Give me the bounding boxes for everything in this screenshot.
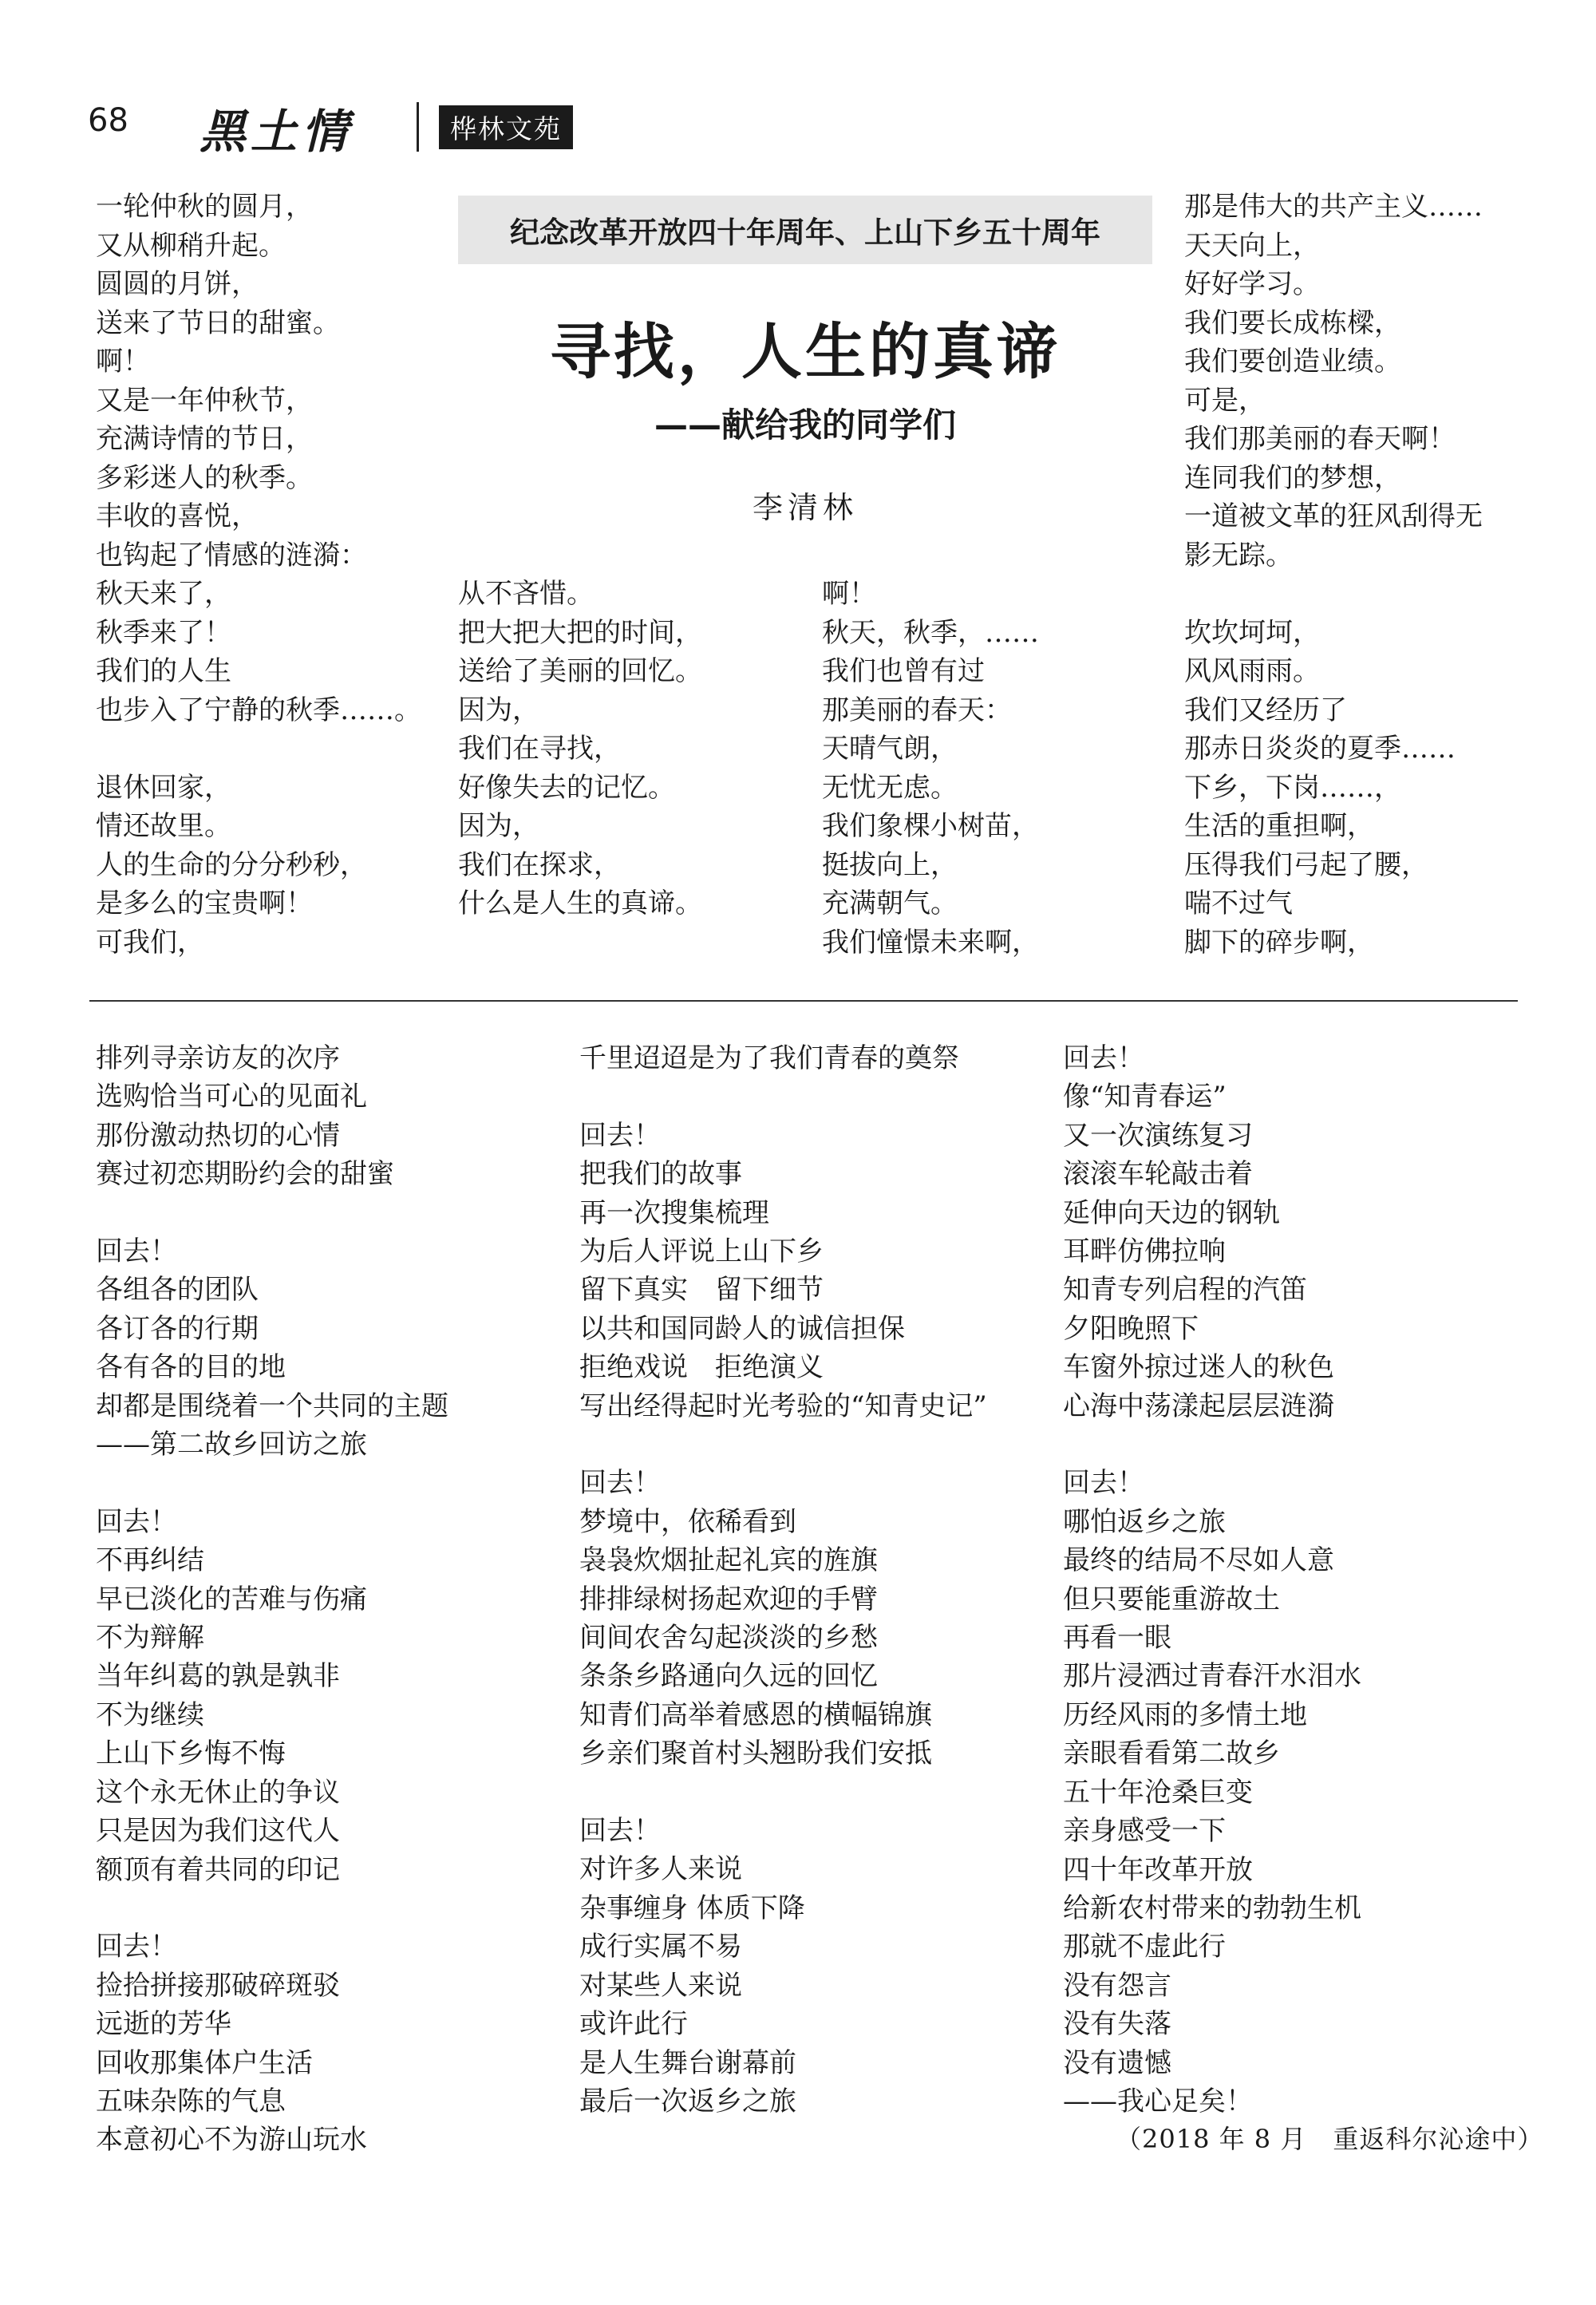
poem-line: 耳畔仿佛拉响 bbox=[1063, 1236, 1226, 1268]
poem-line: 写出经得起时光考验的“知青史记” bbox=[579, 1390, 987, 1422]
poem-line: 把我们的故事 bbox=[579, 1158, 742, 1191]
poem-line: 心海中荡漾起层层涟漪 bbox=[1063, 1390, 1334, 1422]
poem-line: 亲眼看看第二故乡 bbox=[1063, 1738, 1280, 1770]
poem-column-3 bbox=[822, 575, 1039, 962]
poem-line: 哪怕返乡之旅 bbox=[1063, 1505, 1226, 1538]
poem-column-2 bbox=[458, 575, 702, 923]
header-divider bbox=[417, 102, 419, 152]
poem-line: 我们在探求， bbox=[458, 848, 621, 881]
poem-line: 拒绝戏说 拒绝演义 bbox=[579, 1351, 824, 1384]
poem-bottom-column-3 bbox=[1063, 1039, 1361, 2121]
poem-line: 啊！ bbox=[822, 578, 876, 610]
poem-line bbox=[1184, 575, 1483, 614]
poem-line: 又是一年仲秋节， bbox=[96, 384, 313, 417]
poem-line: 又一次演练复习 bbox=[1063, 1119, 1253, 1152]
poem-line: 那就不虚此行 bbox=[1063, 1931, 1226, 1963]
poem-line: 那份激动热切的心情 bbox=[96, 1119, 340, 1152]
poem-line: 延伸向天边的钢轨 bbox=[1063, 1196, 1280, 1229]
poem-line: 啊！ bbox=[96, 346, 150, 378]
poem-line: 梦境中，依稀看到 bbox=[579, 1505, 796, 1538]
poem-line: 回去！ bbox=[1063, 1467, 1144, 1500]
poem-line: 不再纠结 bbox=[96, 1544, 204, 1577]
poem-line: 好好学习。 bbox=[1184, 268, 1320, 300]
poem-line: 最后一次返乡之旅 bbox=[579, 2085, 796, 2117]
poem-line: 本意初心不为游山玩水 bbox=[96, 2124, 367, 2157]
poem-line: 送来了节日的甜蜜。 bbox=[96, 306, 340, 339]
poem-column-1 bbox=[96, 188, 421, 962]
poem-line: 挺拔向上， bbox=[822, 848, 958, 881]
theme-text: 纪念改革开放四十年周年、上山下乡五十周年 bbox=[510, 215, 1100, 250]
poem-line: 回去！ bbox=[96, 1236, 177, 1268]
poem-line: 坎坎坷坷， bbox=[1184, 616, 1320, 649]
poem-line: 是人生舞台谢幕前 bbox=[579, 2046, 796, 2079]
poem-line: 喘不过气 bbox=[1184, 888, 1293, 919]
poem-line: 远逝的芳华 bbox=[96, 2008, 231, 2041]
article-subtitle: ——献给我的同学们 bbox=[654, 405, 956, 445]
poem-column-4 bbox=[1184, 188, 1483, 962]
poem-line: 各组各的团队 bbox=[96, 1274, 259, 1307]
poem-line: 但只要能重游故土 bbox=[1063, 1583, 1280, 1615]
poem-line: 再看一眼 bbox=[1063, 1622, 1171, 1655]
poem-line: 历经风雨的多情土地 bbox=[1063, 1698, 1307, 1731]
poem-line: 袅袅炊烟扯起礼宾的旌旗 bbox=[579, 1544, 878, 1577]
poem-line bbox=[579, 1773, 987, 1812]
page-number: 68 bbox=[88, 102, 128, 139]
poem-line: 乡亲们聚首村头翘盼我们安抵 bbox=[579, 1738, 932, 1770]
poem-line: ——我心足矣！ bbox=[1063, 2085, 1253, 2117]
article-author: 李清林 bbox=[752, 490, 858, 525]
poem-line: 回去！ bbox=[579, 1467, 661, 1500]
poem-line: 车窗外掠过迷人的秋色 bbox=[1063, 1351, 1334, 1384]
poem-line: ——第二故乡回访之旅 bbox=[96, 1429, 367, 1461]
poem-line: 排排绿树扬起欢迎的手臂 bbox=[579, 1583, 878, 1615]
poem-line: 我们在寻找， bbox=[458, 733, 621, 765]
poem-line: 回去！ bbox=[96, 1931, 177, 1963]
poem-line bbox=[96, 1889, 448, 1927]
poem-line: 留下真实 留下细节 bbox=[579, 1274, 824, 1307]
poem-line: 那是伟大的共产主义…… bbox=[1184, 191, 1483, 223]
poem-line: 脚下的碎步啊， bbox=[1184, 926, 1374, 959]
poem-line: 上山下乡悔不悔 bbox=[96, 1738, 286, 1770]
poem-line: 再一次搜集梳理 bbox=[579, 1196, 769, 1229]
poem-line: 为后人评说上山下乡 bbox=[579, 1236, 824, 1268]
poem-line: 不为继续 bbox=[96, 1698, 204, 1731]
poem-line: 我们又经历了 bbox=[1184, 694, 1347, 726]
poem-line: 这个永无休止的争议 bbox=[96, 1776, 340, 1809]
poem-line: 充满诗情的节日， bbox=[96, 423, 313, 455]
column-name-badge: 桦林文苑 bbox=[439, 105, 573, 149]
poem-line: 或许此行 bbox=[579, 2008, 688, 2041]
poem-line bbox=[96, 729, 421, 769]
poem-line: 回去！ bbox=[579, 1815, 661, 1848]
poem-line: 回收那集体户生活 bbox=[96, 2046, 313, 2079]
poem-line: 排列寻亲访友的次序 bbox=[96, 1042, 340, 1074]
poem-line: 四十年改革开放 bbox=[1063, 1853, 1253, 1886]
poem-line: 天晴气朗， bbox=[822, 733, 958, 765]
poem-line: 选购恰当可心的见面礼 bbox=[96, 1081, 367, 1113]
poem-line: 早已淡化的苦难与伤痛 bbox=[96, 1583, 367, 1615]
poem-line: 人的生命的分分秒秒， bbox=[96, 848, 367, 881]
poem-line: 情还故里。 bbox=[96, 810, 231, 842]
poem-line: 条条乡路通向久远的回忆 bbox=[579, 1660, 878, 1693]
poem-line: 以共和国同龄人的诚信担保 bbox=[579, 1312, 905, 1345]
poem-bottom-column-1 bbox=[96, 1039, 448, 2160]
poem-line: 五十年沧桑巨变 bbox=[1063, 1776, 1253, 1809]
poem-line: 是多么的宝贵啊！ bbox=[96, 888, 313, 919]
poem-line: 也步入了宁静的秋季……。 bbox=[96, 694, 421, 726]
poem-line: 不为辩解 bbox=[96, 1622, 204, 1655]
poem-line: 我们那美丽的春天啊！ bbox=[1184, 423, 1456, 455]
poem-line: 那片浸洒过青春汗水泪水 bbox=[1063, 1660, 1361, 1693]
poem-line: 没有遗憾 bbox=[1063, 2046, 1171, 2079]
poem-line: 可我们， bbox=[96, 926, 204, 959]
poem-line: 各有各的目的地 bbox=[96, 1351, 286, 1384]
poem-line: 我们要创造业绩。 bbox=[1184, 346, 1401, 378]
poem-line: 我们的人生 bbox=[96, 655, 231, 687]
theme-banner bbox=[458, 196, 1152, 264]
poem-line: 五味杂陈的气息 bbox=[96, 2085, 286, 2117]
poem-line: 滚滚车轮敲击着 bbox=[1063, 1158, 1253, 1191]
poem-line: 秋天，秋季，…… bbox=[822, 616, 1039, 649]
poem-line: 好像失去的记忆。 bbox=[458, 771, 675, 804]
poem-line bbox=[579, 1077, 987, 1116]
poem-line: 成行实属不易 bbox=[579, 1931, 742, 1963]
poem-line bbox=[96, 1464, 448, 1502]
article-title: 寻找，人生的真谛 bbox=[550, 316, 1061, 387]
poem-line: 知青们高举着感恩的横幅锦旗 bbox=[579, 1698, 932, 1731]
poem-line: 那赤日炎炎的夏季…… bbox=[1184, 733, 1456, 765]
poem-line: 当年纠葛的孰是孰非 bbox=[96, 1660, 340, 1693]
poem-line: 对某些人来说 bbox=[579, 1969, 742, 2002]
poem-line: 回去！ bbox=[96, 1505, 177, 1538]
poem-line: 赛过初恋期盼约会的甜蜜 bbox=[96, 1158, 394, 1191]
poem-line: 捡拾拼接那破碎斑驳 bbox=[96, 1969, 340, 2002]
poem-line bbox=[1063, 1425, 1361, 1464]
poem-line: 压得我们弓起了腰， bbox=[1184, 848, 1428, 881]
poem-line: 没有失落 bbox=[1063, 2008, 1171, 2041]
poem-bottom-column-2 bbox=[579, 1039, 987, 2121]
poem-line: 丰收的喜悦， bbox=[96, 500, 259, 532]
poem-line: 各订各的行期 bbox=[96, 1312, 259, 1345]
poem-line: 回去！ bbox=[1063, 1042, 1144, 1074]
poem-line: 对许多人来说 bbox=[579, 1853, 742, 1886]
poem-line: 又从柳稍升起。 bbox=[96, 229, 286, 262]
poem-line: 给新农村带来的勃勃生机 bbox=[1063, 1892, 1361, 1924]
poem-line: 连同我们的梦想， bbox=[1184, 461, 1401, 494]
poem-line bbox=[96, 1194, 448, 1232]
poem-line: 也钩起了情感的涟漪： bbox=[96, 539, 367, 571]
poem-line: 退休回家， bbox=[96, 771, 231, 804]
poem-line: 回去！ bbox=[579, 1119, 661, 1152]
poem-line: 却都是围绕着一个共同的主题 bbox=[96, 1390, 448, 1422]
poem-line: 秋天来了， bbox=[96, 578, 231, 610]
poem-line: 像“知青春运” bbox=[1063, 1081, 1227, 1113]
poem-line: 下乡，下岗……， bbox=[1184, 771, 1401, 804]
poem-line: 秋季来了！ bbox=[96, 616, 231, 649]
poem-line: 圆圆的月饼， bbox=[96, 268, 259, 300]
poem-line: 知青专列启程的汽笛 bbox=[1063, 1274, 1307, 1307]
poem-line: 一轮仲秋的圆月， bbox=[96, 191, 313, 223]
poem-line: 风风雨雨。 bbox=[1184, 655, 1320, 687]
poem-line: 夕阳晚照下 bbox=[1063, 1312, 1199, 1345]
date-note: （2018 年 8 月 重返科尔沁途中） bbox=[1116, 2124, 1544, 2154]
poem-line: 间间农舍勾起淡淡的乡愁 bbox=[579, 1622, 878, 1655]
poem-line: 无忧无虑。 bbox=[822, 771, 958, 804]
poem-line: 因为， bbox=[458, 694, 539, 726]
poem-line: 影无踪。 bbox=[1184, 539, 1293, 571]
poem-line: 我们要长成栋樑， bbox=[1184, 306, 1401, 339]
poem-line: 多彩迷人的秋季。 bbox=[96, 461, 313, 494]
poem-line: 因为， bbox=[458, 810, 539, 842]
poem-line: 额顶有着共同的印记 bbox=[96, 1853, 340, 1886]
poem-line bbox=[579, 1425, 987, 1464]
section-divider bbox=[89, 1000, 1518, 1002]
poem-line: 什么是人生的真谛。 bbox=[458, 888, 702, 919]
poem-line: 天天向上， bbox=[1184, 229, 1320, 262]
poem-line: 送给了美丽的回忆。 bbox=[458, 655, 702, 687]
magazine-title: 黑土情 bbox=[200, 105, 354, 159]
poem-line: 我们象棵小树苗， bbox=[822, 810, 1039, 842]
poem-line: 没有怨言 bbox=[1063, 1969, 1171, 2002]
poem-line: 那美丽的春天： bbox=[822, 694, 1012, 726]
poem-line: 把大把大把的时间， bbox=[458, 616, 702, 649]
poem-line: 千里迢迢是为了我们青春的奠祭 bbox=[579, 1042, 959, 1074]
poem-line: 充满朝气。 bbox=[822, 888, 958, 919]
poem-line: 杂事缠身 体质下降 bbox=[579, 1892, 805, 1924]
poem-line: 最终的结局不尽如人意 bbox=[1063, 1544, 1334, 1577]
poem-line: 从不吝惜。 bbox=[458, 578, 594, 610]
poem-line: 亲身感受一下 bbox=[1063, 1815, 1226, 1848]
poem-line: 我们也曾有过 bbox=[822, 655, 985, 687]
poem-line: 可是， bbox=[1184, 384, 1266, 417]
poem-line: 一道被文革的狂风刮得无 bbox=[1184, 500, 1483, 532]
poem-line: 生活的重担啊， bbox=[1184, 810, 1374, 842]
poem-line: 只是因为我们这代人 bbox=[96, 1815, 340, 1848]
poem-line: 我们憧憬未来啊， bbox=[822, 926, 1039, 959]
